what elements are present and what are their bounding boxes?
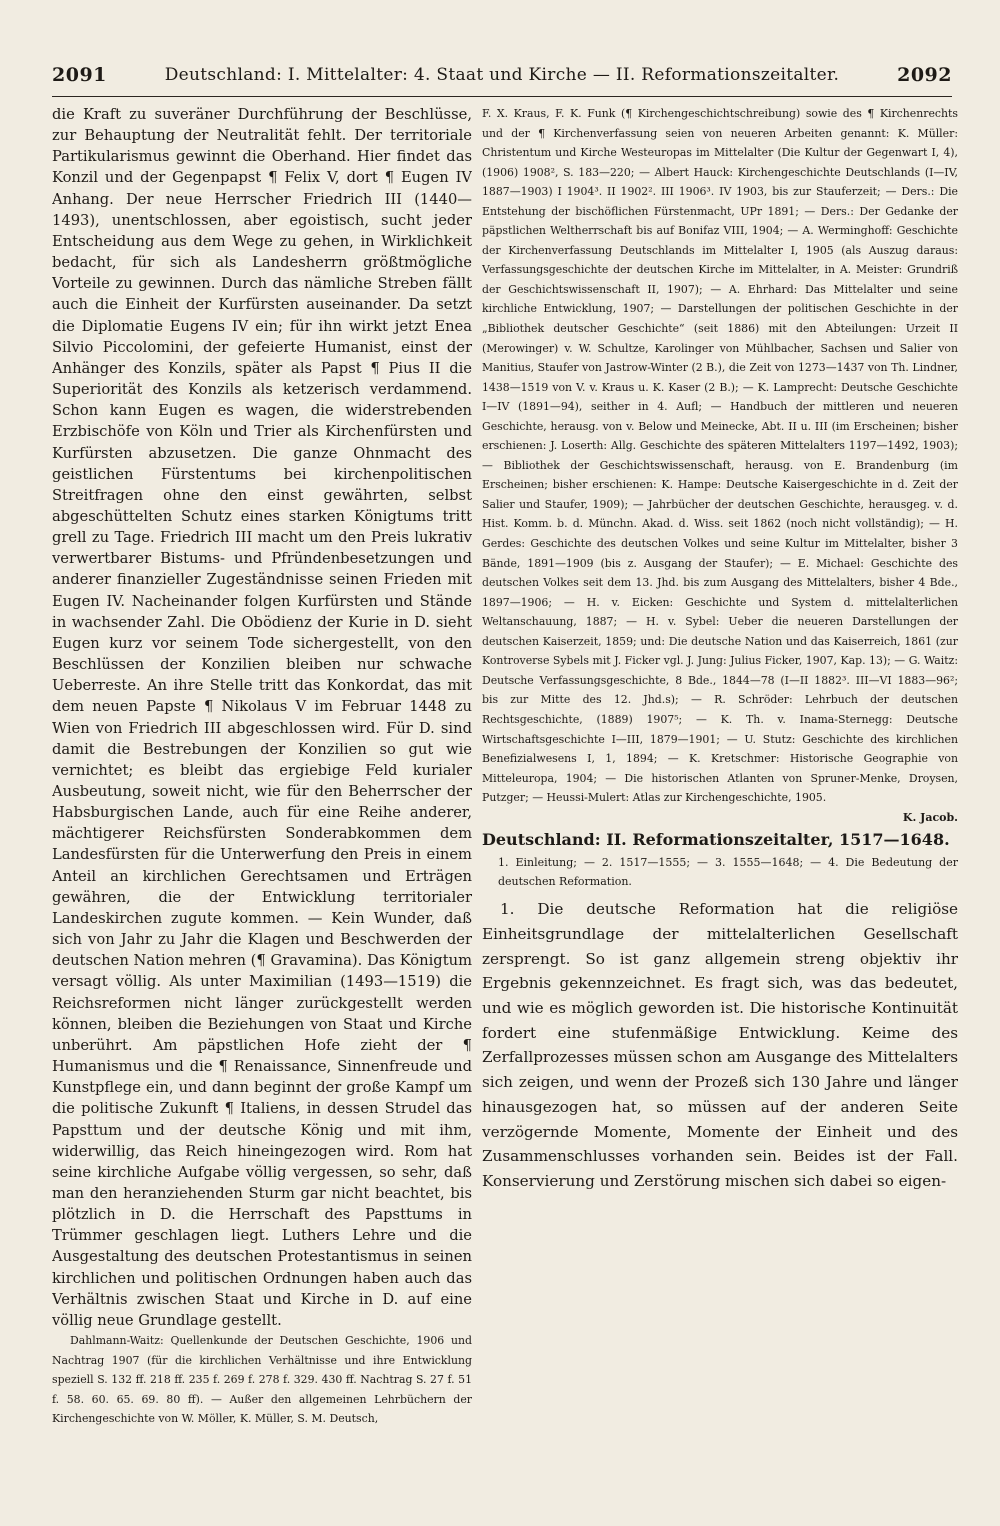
section-title: Deutschland: II. Reformationszeitalter, 1517—1648. bbox=[482, 830, 950, 850]
page-header bbox=[52, 58, 952, 92]
page-number-left: 2091 bbox=[52, 64, 107, 86]
right-bibliography: F. X. Kraus, F. K. Funk (¶ Kirchengeschichtschreibung) sowie des ¶ Kirchenrechts und der ¶ Kirchenverfassung seien von neueren Arbeiten genannt: K. Müller: Christentum und Kirche Westeuropas im Mittelalter (Die Kultur der Gegenwart I, 4), (1906) 1908², S. 183—220; — Albert Hauck: Kirchengeschichte Deutschlands (I—IV, 1887—1903) I 1904³. II 1902². III 1906³. IV 1903, bis zur Stauferzeit; — Ders.: Die Entstehung der bischöflichen Fürstenmacht, UPr 1891; — Ders.: Der Gedanke der päpstlichen Weltherrschaft bis auf Bonifaz VIII, 1904; — A. Werminghoff: Geschichte der Kirchenverfassung Deutschlands im Mittelalter I, 1905 (als Auszug daraus: Verfassungsgeschichte der deutschen Kirche im Mittelalter, in A. Meister: Grundriß der Geschichtswissenschaft II, 1907); — A. Ehrhard: Das Mittelalter und seine kirchliche Entwicklung, 1907; — Darstellungen der politischen Geschichte in der „Bibliothek deutscher Geschichte“ (seit 1886) mit den Abteilungen: Urzeit II (Merowinger) v. W. Schultze, Karolinger von Mühlbacher, Sachsen und Salier von Manitius, Staufer von Jastrow-Winter (2 B.), die Zeit von 1273—1437 von Th. Lindner, 1438—1519 von V. v. Kraus u. K. Kaser (2 B.); — K. Lamprecht: Deutsche Geschichte I—IV (1891—94), seither in 4. Aufl; — Handbuch der mittleren und neueren Geschichte, herausg. von v. Below und Meinecke, Abt. II u. III (im Erscheinen; bisher erschienen: J. Loserth: Allg. Geschichte des späteren Mittelalters 1197—1492, 1903); — Bibliothek der Geschichtswissenschaft, herausg. von E. Brandenburg (im Erscheinen; bisher erschienen: K. Hampe: Deutsche Kaisergeschichte in d. Zeit der Salier und Staufer, 1909); — Jahrbücher der deutschen Geschichte, herausgeg. v. d. Hist. Komm. b. d. Münchn. Akad. d. Wiss. seit 1862 (noch nicht vollständig); — H. Gerdes: Geschichte des deutschen Volkes und seine Kultur im Mittelalter, bisher 3 Bände, 1891—1909 (bis z. Ausgang der Staufer); — E. Michael: Geschichte des deutschen Volkes seit dem 13. Jhd. bis zum Ausgang des Mittelalters, bisher 4 Bde., 1897—1906; — H. v. Eicken: Geschichte und System d. mittelalterlichen Weltanschauung, 1887; — H. v. Sybel: Ueber die neueren Darstellungen der deutschen Kaiserzeit, 1859; und: Die deutsche Nation und das Kaiserreich, 1861 (zur Kontroverse Sybels mit J. Ficker vgl. J. Jung: Julius Ficker, 1907, Kap. 13); — G. Waitz: Deutsche Verfassungsgeschichte, 8 Bde., 1844—78 (I—II 1882³. III—VI 1883—96²; bis zur Mitte des 12. Jhd.s); — R. Schröder: Lehrbuch der deutschen Rechtsgeschichte, (1889) 1907⁵; — K. Th. v. Inama-Sternegg: Deutsche Wirtschaftsgeschichte I—III, 1879—1901; — U. Stutz: Geschichte des kirchlichen Benefizialwesens I, 1, 1894; — K. Kretschmer: Historische Geographie von Mitteleuropa, 1904; — Die historischen Atlanten von Spruner-Menke, Droysen, Putzger; — Heussi-Mulert: Atlas zur Kirchengeschichte, 1905. bbox=[482, 107, 958, 805]
right-column bbox=[482, 104, 958, 1464]
section-body-text: 1. Die deutsche Reformation hat die religiöse Einheitsgrundlage der mittelalterlichen Gesellschaft zersprengt. So ist ganz allgemein streng objektiv ihr Ergebnis gekennzeichnet. Es fragt sich, was das bedeutet, und wie es möglich geworden ist. Die historische Kontinuität fordert eine stufenmäßige Entwicklung. Keime des Zerfallprozesses müssen schon am Ausgange des Mittelalters sich zeigen, und wenn der Prozeß sich 130 Jahre und länger hinausgezogen hat, so müssen auf der anderen Seite verzögernde Momente, Momente der Einheit und des Zusammenschlusses vorhanden sein. Beides ist der Fall. Konservierung und Zerstörung mischen sich dabei so eigen- bbox=[482, 900, 958, 1190]
left-bibliography: Dahlmann-Waitz: Quellenkunde der Deutschen Geschichte, 1906 und Nachtrag 1907 (für die kirchlichen Verhältnisse und ihre Entwicklung speziell S. 132 ff. 218 ff. 235 f. 269 f. 278 f. 329. 430 ff. Nachtrag S. 27 f. 51 f. 58. 60. 65. 69. 80 ff). — Außer den allgemeinen Lehrbüchern der Kirchengeschichte von W. Möller, K. Müller, S. M. Deutsch, bbox=[52, 1334, 472, 1426]
section-contents: 1. Einleitung; — 2. 1517—1555; — 3. 1555—1648; — 4. Die Bedeutung der deutschen Reformation. bbox=[498, 856, 958, 889]
left-column bbox=[52, 104, 472, 1464]
left-body-text: die Kraft zu suveräner Durchführung der Beschlüsse, zur Behauptung der Neutralität fehlt. Der territoriale Partikularismus gewinnt die Oberhand. Hier findet das Konzil und der Gegenpapst ¶ Felix V, dort ¶ Eugen IV Anhang. Der neue Herrscher Friedrich III (1440—1493), unentschlossen, aber egoistisch, sucht jeder Entscheidung aus dem Wege zu gehen, in Wirklichkeit bedacht, für sich als Landesherrn größtmögliche Vorteile zu gewinnen. Durch das nämliche Streben fällt auch die Einheit der Kurfürsten auseinander. Da setzt die Diplomatie Eugens IV ein; für ihn wirkt jetzt Enea Silvio Piccolomini, der gefeierte Humanist, einst der Anhänger des Konzils, später als Papst ¶ Pius II die Superiorität des Konzils als ketzerisch verdammend. Schon kann Eugen es wagen, die widerstrebenden Erzbischöfe von Köln und Trier als Kirchenfürsten und Kurfürsten abzusetzen. Die ganze Ohnmacht des geistlichen Fürstentums bei kirchenpolitischen Streitfragen ohne den einst gewährten, selbst abgeschüttelten Schutz eines starken Königtums tritt grell zu Tage. Friedrich III macht um den Preis lukrativ verwertbarer Bistums- und Pfründenbesetzungen und anderer finanzieller Zugeständnisse seinen Frieden mit Eugen IV. Nacheinander folgen Kurfürsten und Stände in wachsender Zahl. Die Obödienz der Kurie in D. sieht Eugen kurz vor seinem Tode sichergestellt, von den Beschlüssen der Konzilien bleiben nur schwache Ueberreste. An ihre Stelle tritt das Konkordat, das mit dem neuen Papste ¶ Nikolaus V im Februar 1448 zu Wien von Friedrich III abgeschlossen wird. Für D. sind damit die Bestrebungen der Konzilien so gut wie vernichtet; es bleibt das ergiebige Feld kurialer Ausbeutung, soweit nicht, wie für den Beherrscher der Habsburgischen Lande, auch für eine Reihe anderer, mächtigerer Reichsfürsten Sonderabkommen dem Landesfürsten für die Unterwerfung den Preis in einem Anteil an kirchlichen Gerechtsamen und Erträgen gewähren, die der Entwicklung territorialer Landeskirchen zugute kommen. — Kein Wunder, daß sich von Jahr zu Jahr die Klagen und Beschwerden der deutschen Nation mehren (¶ Gravamina). Das Königtum versagt völlig. Als unter Maximilian (1493—1519) die Reichsreformen nicht länger zurückgestellt werden können, bleiben die Beziehungen von Staat und Kirche unberührt. Am päpstlichen Hofe zieht der ¶ Humanismus und die ¶ Renaissance, Sinnenfreude und Kunstpflege ein, und dann beginnt der große Kampf um die politische Zukunft ¶ Italiens, in dessen Strudel das Papsttum und der deutsche König und mit ihm, widerwillig, das Reich hineingezogen wird. Rom hat seine kirchliche Aufgabe völlig vergessen, so sehr, daß man den heranziehenden Sturm gar nicht beachtet, bis plötzlich in D. die Herrschaft des Papsttums in Trümmer geschlagen liegt. Luthers Lehre und die Ausgestaltung des deutschen Protestantismus in seinen kirchlichen und politischen Ordnungen haben auch das Verhältnis zwischen Staat und Kirche in D. auf eine völlig neue Grundlage gestellt. bbox=[52, 106, 472, 1329]
author-signature: K. Jacob. bbox=[902, 810, 958, 824]
page-number-right: 2092 bbox=[897, 64, 952, 86]
header-rule bbox=[52, 96, 952, 97]
running-head: Deutschland: I. Mittelalter: 4. Staat und Kirche — II. Reformationszeitalter. bbox=[164, 65, 840, 85]
